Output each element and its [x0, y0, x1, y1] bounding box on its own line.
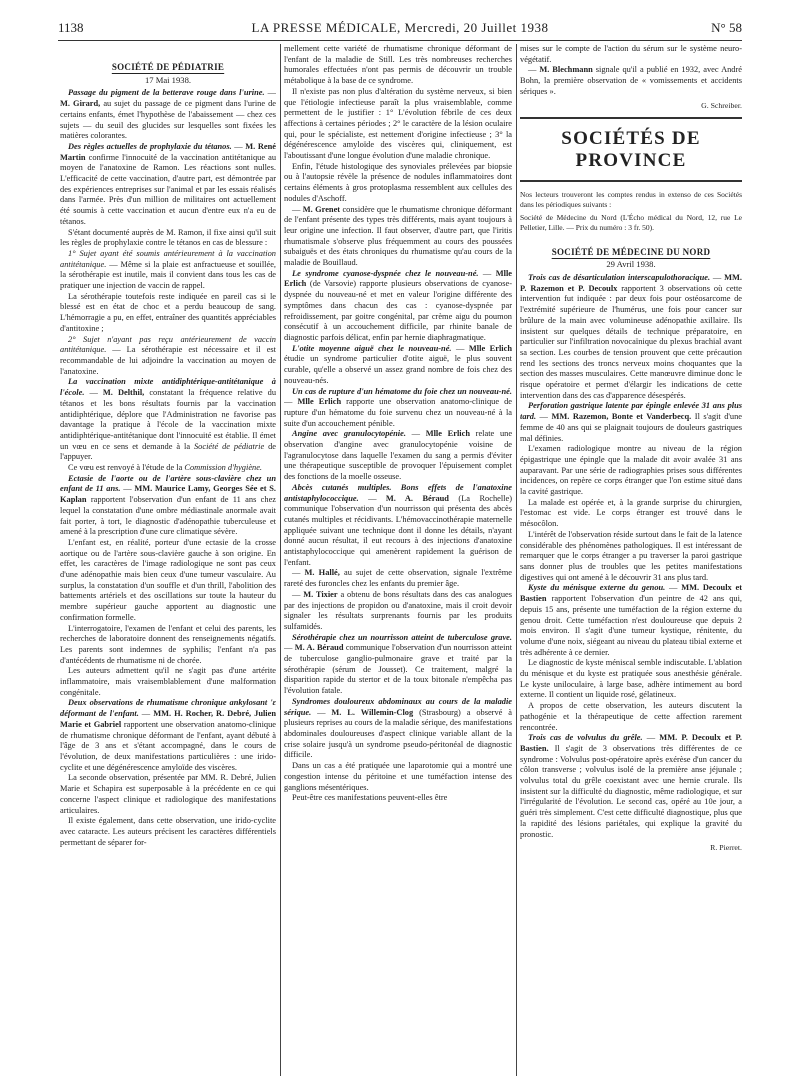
signature: G. Schreiber. [701, 100, 742, 110]
article-text: (de Varsovie) rapporte plusieurs observations de cyanose-dyspnée du nouveau-né et met en valeur l'origine différente des symptômes dans chacun des cas : cyanose-dyspnée par refroidissement, par goitre congénital, par crème aigu du poumon consécutif à un accouchement difficile, par rhinite banale de diagnostic parfois délicat, enfin par hernie diaphragmatique. [284, 279, 512, 342]
article-text: communique l'observation d'un nourrisson atteint de tuberculose ganglio-pulmonaire grave et traité par la sérothérapie (sérum de Jousset). Ce traitement, malgré la disparition rapide du stertor et de la toux bitonale n'empêcha pas l'évolution fatale. [284, 643, 512, 696]
article: Kyste du ménisque externe du genou. — MM. Decoulx et Bastien rapportent l'observation d'un peintre de 42 ans qui, depuis 15 ans, présente une tuméfaction de la région externe du genou droit. Cette tuméfaction n'est douloureuse que depuis 2 mois environ. Il s'agit d'une tumeur kystique, rénitente, du volume d'une noix, siégeant au niveau du plateau tibial externe et très adhérente à ce dernier. [520, 583, 742, 657]
comment-author: M. Tixier [303, 589, 338, 599]
paragraph: Peut-être ces manifestations peuvent-elles être [292, 793, 448, 803]
article-title: Perforation gastrique latente par épingle enlevée 31 ans plus tard. [520, 401, 742, 422]
article-text: au sujet du passage de ce pigment dans l'urine de certains enfants, émet l'hypothèse de l'abaissement — chez ces sujets — du seuil des glucides sur lesquelles sont fixées les matières colorantes. [60, 99, 276, 141]
article: Sérothérapie chez un nourrisson atteint de tuberculose grave. — M. A. Béraud communique l'observation d'un nourrisson atteint de tuberculose ganglio-pulmonaire grave et traité par la sérothérapie (sérum de Jousset). Ce traitement, malgré la disparition rapide du stertor et de la toux bitonale n'empêcha pas l'évolution fatale. [284, 632, 512, 696]
article-author: Mlle Erlich [297, 397, 342, 407]
page-header [58, 20, 742, 40]
article: Deux observations de rhumatisme chronique ankylosant 'ε déformant de l'enfant. — MM. H. Rocher, R. Debré, Julien Marie et Gabriel rapportent une observation anatomo-clinique de rhumatisme chronique déformant de l'enfant, ayant débuté à l'âge de 3 ans et s'étant accompagné, dans le cours de l'évolution, de deux manifestations particulières : une irido-cyclite et une dégénérescence amyloïde des viscères. [60, 698, 276, 772]
article-title: L'otite moyenne aiguë chez le nouveau-né. [292, 343, 452, 353]
article: Trois cas de volvulus du grêle. — MM. P. Decoulx et P. Bastien. Il s'agit de 3 observations très différentes de ce syndrome : Volvulus post-opératoire après exérèse d'un cancer du côlon transverse ; volvulus isolé de la première anse jéjunale ; volvulus total du grêle coexistant avec une hernie crurale. Ils insistent sur la difficulté du diagnostic, même radiologique, et sur l'irrégularité de l'évolution. Le second cas, opéré au 10e jour, a guéri très simplement. C'est cette difficulté diagnostique, plus que la rapidité des lésions pariétales, qui explique la gravité du pronostic. [520, 733, 742, 839]
comment-text: au sujet de cette observation, signale l'extrême rareté des furoncles chez les enfants du premier âge. [284, 568, 512, 589]
article: La vaccination mixte antidiphtérique-antitétanique à l'école. — M. Delthil, constatant la fréquence relative du tétanos et les bons résultats fournis par la vaccination antidiphtérique, déplore que l'Administration ne favorise pas davantage la pratique à l'école de la vaccination mixte antidiphtérique-antitétanique dont l'innocuité est établie. Il émet un vœu en ce sens et demande à la Société de pédiatrie de l'appuyer. [60, 377, 276, 462]
comment-text: signale qu'il a publié en 1932, avec André Bohn, la première observation de « vomissements et accidents sériques ». [520, 65, 742, 96]
paragraph: mises sur le compte de l'action du sérum sur le système neuro-végétatif. [520, 44, 742, 64]
article-author: M. A. Béraud [294, 643, 344, 653]
article-author: M. Delthil, [102, 388, 145, 398]
header-rule [58, 40, 742, 41]
column-2 [284, 44, 512, 1076]
article-title: Trois cas de volvulus du grêle. [528, 733, 643, 743]
article: Ectasie de l'aorte ou de l'artère sous-clavière chez un enfant de 11 ans. — MM. Maurice Lamy, Georges Sée et S. Kaplan rapportent l'observation d'un enfant de 11 ans chez lequel la constatation d'une ombre médiastinale anormale avait fait porter, à tort, le diagnostic d'adénopathie tuberculeuse et amené à la prescription d'une cure climatique sévère. [60, 473, 276, 537]
article-text: (Strasbourg) a observé à plusieurs reprises au cours de la maladie sérique, des manifestations abdominales douloureuses d'aspect clinique variable allant de la crise solaire jusqu'à un syndrome pseudo-péritonéal de diagnostic difficile. [284, 707, 512, 760]
intro-note: Nos lecteurs trouveront les comptes rendus in extenso de ces Sociétés dans les périodiques suivants : [520, 190, 742, 209]
comment-author: M. Hallé, [304, 568, 340, 578]
paragraph: La sérothérapie toutefois reste indiquée en pareil cas si le blessé est en état de choc et a perdu beaucoup de sang. L'hémorragie a pu, en effet, entraîner des quantités appréciables d'antitoxine ; [60, 291, 276, 333]
comment: — M. Tixier a obtenu de bons résultats dans des cas analogues par des injections de propidon ou d'anatoxine, mais il croit devoir signaler les résultats surprenants fournis par les produits sulfamidés. [284, 589, 512, 631]
article-author: Mlle Erlich [425, 429, 470, 439]
article: Syndromes douloureux abdominaux au cours de la maladie sérique. — M. L. Willemin-Clog (Strasbourg) a observé à plusieurs reprises au cours de la maladie sérique, des manifestations abdominales douloureuses d'aspect clinique variable allant de la crise solaire jusqu'à un syndrome pseudo-péritonéal de diagnostic difficile. [284, 696, 512, 760]
article-text: rapportent 3 observations où cette intervention fut indiquée : par deux fois pour ostéosarcome de l'extrémité supérieure de l'humérus, une fois pour cancer sur brûlure de la main avec volumineuse adénopathie axillaire. Ils insistent sur quelques détails de technique préparatoire, en particulier sur l'infiltration novocaïnique du plexus brachial avant sa section. Les courbes de tension prouvent que cette précaution rend les sections des troncs nerveux moins choquantes que la section des masses musculaires. Cette manœuvre diminue donc le risque opératoire et permet d'élargir les indications de cette intervention dans des cas d'apparence désespérés. [520, 283, 742, 400]
article: Le syndrome cyanose-dyspnée chez le nouveau-né. — Mlle Erlich (de Varsovie) rapporte plusieurs observations de cyanose-dyspnée du nouveau-né et met en valeur l'origine différente des symptômes dans chacun des cas : cyanose-dyspnée par refroidissement, par goitre congénital, par crème aigu du poumon consécutif à un accouchement difficile, par rhinite banale de diagnostic parfois délicat, enfin par hernie diaphragmatique. [284, 268, 512, 342]
article-author: Mlle Erlich [468, 343, 512, 353]
paragraph: L'examen radiologique montre au niveau de la région épigastrique une épingle que la malade dit avoir avalée 31 ans auparavant. Par une série de radiographies prises sous différentes incidences, on repère ce corps étranger que l'on estime situé dans la cavité gastrique. [520, 444, 742, 497]
issue-number: N° 58 [711, 20, 742, 35]
comment: — M. Hallé, au sujet de cette observation, signale l'extrême rareté des furoncles chez les enfants du premier âge. [284, 568, 512, 589]
article: Un cas de rupture d'un hématome du foie chez un nouveau-né. — Mlle Erlich rapporte une observation anatomo-clinique de rupture d'un hématome du foie survenu chez un nouveau-né à la suite d'un accouchement pénible. [284, 386, 512, 428]
comment-text: a obtenu de bons résultats dans des cas analogues par des injections de propidon ou d'anatoxine, mais il croit devoir signaler les résultats surprenants fournis par les produits sulfamidés. [284, 589, 512, 631]
article-text: de l'appuyer. [60, 441, 276, 462]
journal-title: LA PRESSE MÉDICALE, Mercredi, 20 Juillet 1938 [251, 20, 549, 35]
paragraph: Le diagnostic de kyste méniscal semble indiscutable. L'ablation du ménisque et du kyste est pratiquée sous anesthésie générale. Le kyste uniloculaire, à large base, adhère intimement au bord externe. Il contient un liquide rosé, gélatineux. [520, 658, 742, 700]
article-title: Abcès cutanés multiples. Bons effets de l'anatoxine antistaphylococcique. [284, 482, 512, 503]
comment: — M. Grenet considère que le rhumatisme chronique déformant de l'enfant présente des types très différents, mais ayant toujours à leur origine une infection. Il faut observer, d'autre part, que l'iritis rhumatismale s'observe plus fréquemment au cours des poussées subaiguës et des états chroniques du rhumatisme qu'au cours de la maladie de Bouillaud. [284, 204, 512, 268]
paragraph: L'enfant est, en réalité, porteur d'une ectasie de la crosse aortique ou de l'artère sous-clavière gauche à son origine. En effet, les caractères de l'image radiologique ne sont pas ceux d'une adénopathie mais bien ceux d'une tumeur vasculaire. Au surplus, la constatation d'un souffle et d'un thrill, l'abolition des battements artériels et des oscillations sur toute la hauteur du membre supérieur gauche apportent au diagnostic une confirmation formelle. [60, 537, 276, 622]
paragraph-lead: 2° Sujet n'ayant pas reçu antérieurement de vaccin antitétanique. [60, 334, 276, 355]
article-text: Il s'agit de 3 observations très différentes de ce syndrome : Volvulus post-opératoire après exérèse d'un cancer du côlon transverse ; volvulus isolé de la première anse jéjunale ; volvulus total du grêle coexistant avec une hernie crurale. Ils insistent sur la difficulté du diagnostic, même radiologique, et sur l'irrégularité de l'évolution. Le second cas, opéré au 10e jour, a guéri très simplement. C'est cette difficulté diagnostique, plus que la rapidité des lésions pariétales, qui explique la gravité du pronostic. [520, 743, 742, 839]
article-title: Angine avec granulocytopénie. [292, 429, 406, 439]
paragraph-text: Ce vœu est renvoyé à l'étude de la [68, 463, 183, 473]
column-1 [60, 44, 276, 1076]
article-title: Des règles actuelles de prophylaxie du tétanos. [68, 141, 232, 151]
comment-text: considère que le rhumatisme chronique déformant de l'enfant présente des types très différents, mais ayant toujours à leur origine une infection. Il faut observer, d'autre part, que l'iritis rhumatismale s'observe plus fréquemment au cours des poussées subaiguës et des états chroniques du rhumatisme qu'au cours de la maladie de Bouillaud. [284, 204, 512, 268]
article-author: M. Girard, [60, 99, 101, 109]
article-text: rapportent l'observation d'un peintre de 42 ans qui, depuis 15 ans, présente une tuméfaction de la région externe du genou droit. Cette tuméfaction n'est douloureuse que depuis 2 mois environ. Il s'agit d'une tumeur kystique, rénitente, du volume d'une noix, siégeant au niveau du plateau tibial externe et très adhérente à ce dernier. [520, 594, 742, 657]
article-title: La vaccination mixte antidiphtérique-antitétanique à l'école. [60, 377, 276, 398]
paragraph: Dans un cas a été pratiquée une laparotomie qui a montré une congestion intense du péritoine et une tuméfaction intense des ganglions mésentériques. [284, 761, 512, 792]
page-number: 1138 [58, 20, 84, 35]
paragraph: Enfin, l'étude histologique des synoviales prélevées par biopsie ou à l'autopsie révèle la présence de nodules inflammatoires dont certains éléments à gros protoplasma ressemblent aux cellules des nodules d'Aschoff. [284, 161, 512, 203]
article-author: MM. Razemon, Bonte et Vanderbecq. [551, 412, 692, 422]
article-text: étudie un syndrome particulier d'otite aiguë, le plus souvent curable, qu'elle a observé un assez grand nombre de fois chez des nouveau-nés. [284, 354, 512, 385]
article-author: M. L. Willemin-Clog [331, 707, 414, 717]
article-title: Le syndrome cyanose-dyspnée chez le nouveau-né. [292, 268, 479, 278]
article-text: constatant la fréquence relative du tétanos et les bons résultats fournis par la vaccination antidiphtérique, déplore que l'Administration ne favorise pas davantage la pratique à l'école de la vaccination mixte antidiphtérique-antitétanique dont l'innocuité est établie. Il émet un vœu en ce sens et demande à la [60, 388, 276, 451]
article: Abcès cutanés multiples. Bons effets de l'anatoxine antistaphylococcique. — M. A. Béraud (La Rochelle) communique l'observation d'un nourrisson qui présenta des abcès cutanés multiples et récidivants. L'hémovaccinothérapie maternelle appliquée suivant une technique dont il donne les détails, n'ayant donné aucun résultat, il eut recours à des injections d'anatoxine antistaphylococcique qui amenèrent rapidement la guérison de l'enfant. [284, 482, 512, 567]
column-separator [280, 44, 281, 1076]
paragraph: Il existe également, dans cette observation, une irido-cyclite avec cataracte. Les auteurs précisent les caractères différentiels permettant de séparer for- [60, 816, 276, 847]
paragraph: A propos de cette observation, les auteurs discutent la pathogénie et la thérapeutique de cette affection rarement rencontrée. [520, 701, 742, 732]
article-author: MM. H. Rocher, R. Debré, Julien Marie et Gabriel [60, 709, 276, 729]
article-title: Ectasie de l'aorte ou de l'artère sous-clavière chez un enfant de 11 ans. [60, 473, 276, 494]
paragraph-text: — La sérothérapie est nécessaire et il est recommandable de lui adjoindre la vaccination au moyen de l'anatoxine. [60, 345, 276, 376]
article-author: M. A. Béraud [385, 493, 449, 503]
article-text: confirme l'innocuité de la vaccination antitétanique au moyen de l'anatoxine de Ramon. Les réactions sont nulles. L'efficacité de cette vaccination, d'autre part, est démontrée par des expériences entreprises sur l'animal et par les essais réalisés dans l'armée. Près d'un million de militaires ont actuellement été soumis à cette vaccination et aucun d'entre eux n'a eu de tétanos. [60, 152, 276, 226]
article-title: Deux observations de rhumatisme chronique ankylosant 'ε déformant de l'enfant. [60, 698, 276, 719]
article: L'otite moyenne aiguë chez le nouveau-né. — Mlle Erlich étudie un syndrome particulier d'otite aiguë, le plus souvent curable, qu'elle a observé un assez grand nombre de fois chez des nouveau-nés. [284, 343, 512, 385]
paragraph: L'intérêt de l'observation réside surtout dans le fait de la latence considérable des phénomènes pathologiques. Il est intéressant de remarquer que le corps étranger a pu traverser la paroi gastrique sans donner plus de troubles que les petites manifestations digestives qui ont amené à le découvrir 31 ans plus tard. [520, 529, 742, 582]
article: Des règles actuelles de prophylaxie du tétanos. — M. René Martin confirme l'innocuité de la vaccination antitétanique au moyen de l'anatoxine de Ramon. Les réactions sont nulles. L'efficacité de cette vaccination, d'autre part, est démontrée par des expériences entreprises sur l'animal et par les essais réalisés dans l'armée. Près d'un million de militaires ont actuellement été soumis à cette vaccination et aucun d'entre eux n'a eu de tétanos. [60, 141, 276, 226]
article-title: Un cas de rupture d'un hématome du foie chez un nouveau-né. [292, 386, 512, 396]
article-text: rapportent une observation anatomo-clinique de rhumatisme chronique déformant de l'enfant, ayant débuté à l'âge de 3 ans et s'étant accompagné, dans le cours de l'évolution, de deux manifestations particulières : une irido-cyclite et une dégénérescence amyloïde des viscères. [60, 719, 276, 772]
paragraph-lead: 1° Sujet ayant été soumis antérieurement à la vaccination antitétanique. [60, 248, 276, 269]
comment-author: M. Blechmann [539, 65, 593, 75]
paragraph: Les auteurs admettent qu'il ne s'agit pas d'une artérite inflammatoire, mais vraisemblablement d'une malformation congénitale. [60, 666, 276, 697]
article-author: MM. P. Razemon et P. Decoulx [520, 273, 742, 293]
article-author: MM. P. Decoulx et P. Bastien. [520, 733, 742, 753]
article-text: relate une observation d'angine avec granulocytopénie voisine de l'agranulocytose dans laquelle l'examen du sang a permis d'éviter une thérapeutique susceptible de provoquer l'épuisement complet des fonctions de la moelle osseuse. [284, 429, 512, 482]
periodical-note: Société de Médecine du Nord (L'Écho médical du Nord, 12, rue Le Pelletier, Lille. — Prix du numéro : 3 fr. 50). [520, 213, 742, 232]
article-text: rapportent l'observation d'un enfant de 11 ans chez lequel la constatation d'une ombre médiastinale anormale avait fait porter, à tort, le diagnostic d'adénopathie tuberculeuse et amené à la prescription d'une cure climatique sévère. [60, 495, 276, 537]
article-author: M. René Martin [60, 141, 276, 162]
paragraph [60, 335, 276, 378]
paragraph: S'étant documenté auprès de M. Ramon, il fixe ainsi qu'il suit les règles de prophylaxie contre le tétanos en cas de blessure : [60, 227, 276, 248]
article: Trois cas de désarticulation interscapulothoracique. — MM. P. Razemon et P. Decoulx rapportent 3 observations où cette intervention fut indiquée : par deux fois pour ostéosarcome de l'extrémité supérieure de l'humérus, une fois pour cancer sur brûlure de la main avec volumineuse adénopathie axillaire. Ils insistent sur quelques détails de technique préparatoire, en particulier sur l'infiltration novocaïnique du plexus brachial avant sa section. Les courbes de tension prouvent que cette précaution rend les sections des troncs nerveux moins choquantes que la section des masses musculaires. Cette manœuvre diminue donc le risque opératoire et permet d'élargir les indications de cette intervention dans des cas d'apparence désespérés. [520, 273, 742, 400]
article-title: Sérothérapie chez un nourrisson atteint de tuberculose grave. [292, 632, 512, 642]
paragraph [60, 463, 276, 474]
comment-author: M. Grenet [302, 204, 341, 214]
article-text: (La Rochelle) communique l'observation d'un nourrisson qui présenta des abcès cutanés multiples et récidivants. L'hémovaccinothérapie maternelle appliquée suivant une technique dont il donne les détails, n'ayant donné aucun résultat, il eut recours à des injections d'anatoxine antistaphylococcique qui amenèrent rapidement la guérison de l'enfant. [284, 493, 512, 567]
article-title: Syndromes douloureux abdominaux au cours de la maladie sérique. [284, 696, 512, 717]
paragraph: mellement cette variété de rhumatisme chronique déformant de l'enfant de la maladie de Still. Les très nombreuses recherches humorales effectuées n'ont pas permis de découvrir un trouble métabolique à la base de ce syndrome. [284, 44, 512, 86]
section-title: SOCIÉTÉ DE MÉDECINE DU NORD [551, 246, 711, 257]
article: Perforation gastrique latente par épingle enlevée 31 ans plus tard. — MM. Razemon, Bonte et Vanderbecq. Il s'agit d'une femme de 40 ans qui se plaignait toujours de douleurs gastriques mal définies. [520, 401, 742, 443]
commission-name: Commission d'hygiène. [184, 463, 263, 473]
article-title: Trois cas de désarticulation interscapulothoracique. [528, 273, 711, 282]
article: Angine avec granulocytopénie. — Mlle Erlich relate une observation d'angine avec granulocytopénie voisine de l'agranulocytose dans laquelle l'examen du sang a permis d'éviter une thérapeutique susceptible de provoquer l'épuisement complet des fonctions de la moelle osseuse. [284, 429, 512, 482]
article-author: MM. Decoulx et Bastien [520, 583, 742, 604]
article-text: rapporte une observation anatomo-clinique de rupture d'un hématome du foie survenu chez un nouveau-né à la suite d'un accouchement pénible. [284, 397, 512, 428]
article-text: Il s'agit d'une femme de 40 ans qui se plaignait toujours de douleurs gastriques mal définies. [520, 412, 742, 443]
paragraph [60, 249, 276, 292]
section-date: 29 Avril 1938. [606, 259, 656, 270]
article-author: Mlle Erlich [284, 268, 512, 289]
article-title: Kyste du ménisque externe du genou. [528, 583, 666, 593]
paragraph: Il n'existe pas non plus d'altération du système nerveux, si bien que l'étiologie infectieuse paraît la plus vraisemblable, comme permettent de le justifier : 1° L'évolution fébrile de ces deux affections à certaines périodes ; 2° le caractère de la lésion oculaire qui, pour le spécialiste, est nettement d'origine infectieuse ; 3° la dégénérescence amyloïde des viscères qui, cliniquement, est l'aboutissant d'une longue évolution d'une maladie chronique. [284, 86, 512, 161]
section-title: SOCIÉTÉ DE PÉDIATRIE [111, 62, 225, 72]
paragraph: L'interrogatoire, l'examen de l'enfant et celui des parents, les recherches de laboratoire donnent des renseignements négatifs. Les parents sont indemnes de syphilis; l'enfant n'a pas d'antécédents de rhumatisme ni de chorée. [60, 623, 276, 665]
article-title: Passage du pigment de la betterave rouge dans l'urine. [68, 88, 265, 98]
article: Passage du pigment de la betterave rouge dans l'urine. — M. Girard, au sujet du passage de ce pigment dans l'urine de certains enfants, émet l'hypothèse de l'abaissement — chez ces sujets — du seuil des glucides sur lesquelles sont fixées les matières colorantes. [60, 88, 276, 141]
article-author: MM. Maurice Lamy, Georges Sée et S. Kaplan [60, 484, 276, 505]
comment: — M. Blechmann signale qu'il a publié en 1932, avec André Bohn, la première observation de « vomissements et accidents sériques ». [520, 65, 742, 96]
paragraph-text: — Même si la plaie est anfractueuse et souillée, la sérothérapie est inutile, mais il convient dans tous les cas de pratiquer une injection de vaccin de rappel. [60, 259, 276, 291]
paragraph: La seconde observation, présentée par MM. R. Debré, Julien Marie et Schapira est superposable à la précédente en ce qui concerne l'aspect clinique et radiologique des manifestations articulaires. [60, 773, 276, 815]
paragraph: La malade est opérée et, à la grande surprise du chirurgien, l'estomac est vide. Le corps étranger est trouvé dans le mésocôlon. [520, 497, 742, 529]
section-date: 17 Mai 1938. [144, 74, 192, 85]
column-3 [520, 44, 742, 1076]
society-name: Société de pédiatrie [193, 441, 265, 451]
column-separator [516, 44, 517, 1076]
province-section-title: SOCIÉTÉS DE PROVINCE [520, 117, 742, 182]
signature: R. Pierret. [710, 843, 742, 853]
